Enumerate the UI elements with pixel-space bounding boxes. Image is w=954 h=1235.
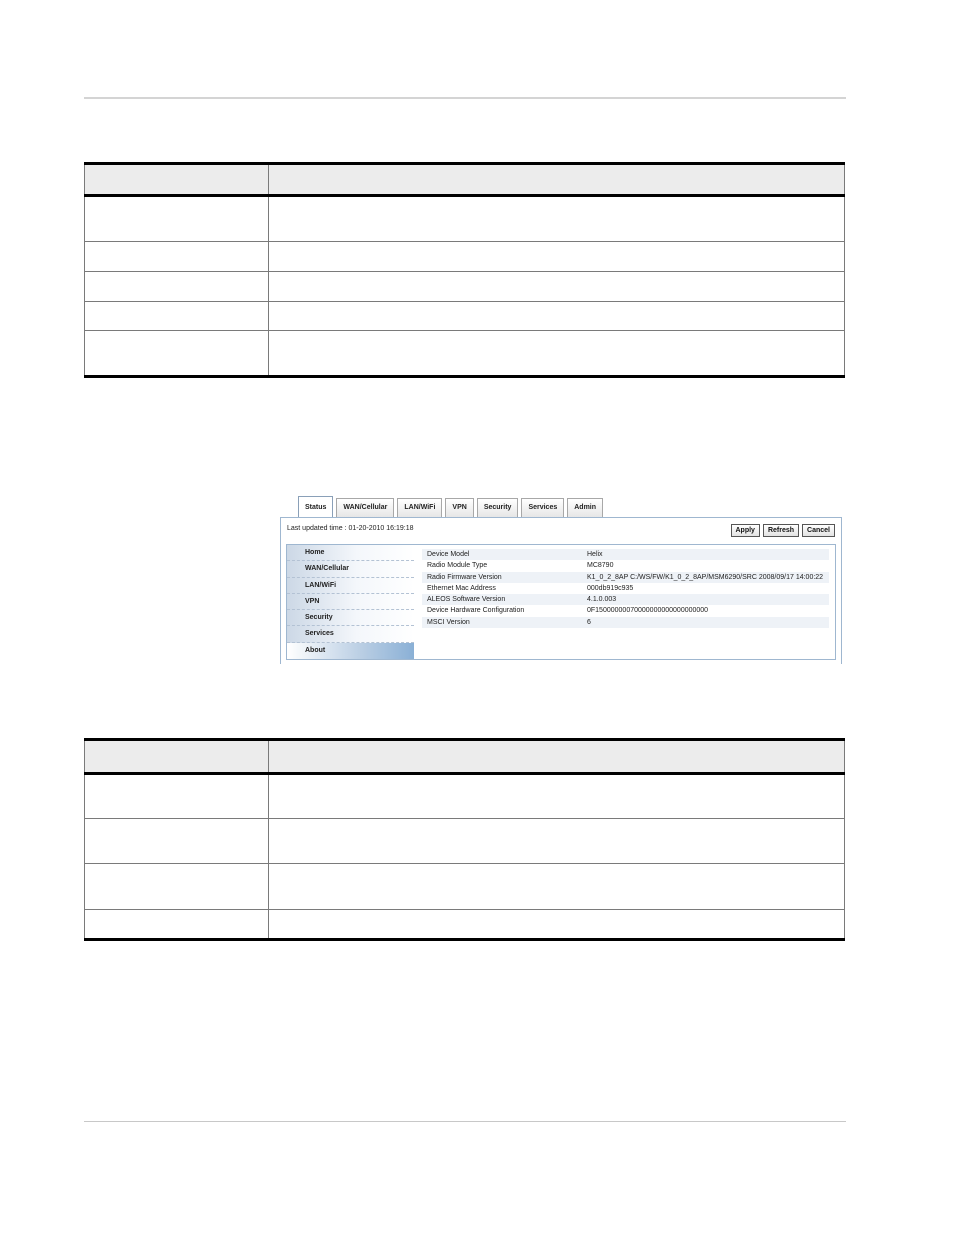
info-value: 6 <box>587 618 591 626</box>
info-value: K1_0_2_8AP C:/WS/FW/K1_0_2_8AP/MSM6290/SRC 2008/09/17 14:00:22 <box>587 573 824 581</box>
cancel-button[interactable]: Cancel <box>802 524 835 537</box>
last-updated-text: Last updated time : 01-20-2010 16:19:18 <box>287 525 414 532</box>
info-row <box>422 617 829 628</box>
table-row <box>85 774 845 819</box>
tab-vpn[interactable]: VPN <box>445 498 473 517</box>
refresh-button[interactable]: Refresh <box>763 524 799 537</box>
tab-status[interactable]: Status <box>298 496 333 517</box>
info-value: 0F15000000070000000000000000000 <box>587 607 709 615</box>
info-value: 4.1.0.003 <box>587 596 617 604</box>
info-value: Helix <box>587 551 603 558</box>
table-row <box>85 272 845 302</box>
side-menu-services[interactable]: Services <box>287 626 414 642</box>
side-menu-home[interactable]: Home <box>287 545 414 561</box>
table-row <box>85 819 845 864</box>
apply-button[interactable]: Apply <box>731 524 760 537</box>
table-row <box>85 910 845 940</box>
info-label: ALEOS Software Version <box>427 596 506 604</box>
side-menu-about[interactable]: About <box>287 643 414 659</box>
info-row <box>422 594 829 605</box>
table-header-cell <box>269 740 845 774</box>
side-menu <box>287 545 414 659</box>
header-rule <box>84 97 846 99</box>
table-header-cell <box>85 164 269 196</box>
side-menu-lan-wifi[interactable]: LAN/WiFi <box>287 578 414 594</box>
table-header-cell <box>85 740 269 774</box>
side-menu-security[interactable]: Security <box>287 610 414 626</box>
side-menu-wan-cellular[interactable]: WAN/Cellular <box>287 561 414 577</box>
info-value: 000db919c935 <box>587 584 634 592</box>
table-row <box>85 242 845 272</box>
table-header-row <box>85 164 845 196</box>
footer-rule <box>84 1121 846 1122</box>
table-row <box>85 302 845 331</box>
info-row <box>422 549 829 560</box>
status-content <box>286 544 836 660</box>
table-row <box>85 196 845 242</box>
info-label: Radio Firmware Version <box>427 573 502 581</box>
aceview-status-screenshot <box>280 496 844 664</box>
info-label: Radio Module Type <box>427 562 488 570</box>
status-panel <box>280 517 842 664</box>
info-row <box>422 605 829 616</box>
tab-wan-cellular[interactable]: WAN/Cellular <box>336 498 394 517</box>
info-row <box>422 583 829 594</box>
info-label: MSCI Version <box>427 618 470 626</box>
tab-services[interactable]: Services <box>521 498 564 517</box>
field-table-2 <box>84 738 845 941</box>
table-row <box>85 864 845 910</box>
top-tab-bar <box>298 498 606 517</box>
info-row <box>422 572 829 583</box>
info-label: Device Hardware Configuration <box>427 607 525 615</box>
info-label: Ethernet Mac Address <box>427 584 496 592</box>
info-value: MC8790 <box>587 562 614 570</box>
tab-admin[interactable]: Admin <box>567 498 603 517</box>
tab-lan-wifi[interactable]: LAN/WiFi <box>397 498 442 517</box>
info-row <box>422 560 829 571</box>
action-buttons <box>731 524 836 537</box>
table-row <box>85 331 845 377</box>
about-info-list <box>422 549 829 628</box>
tab-security[interactable]: Security <box>477 498 519 517</box>
field-table-1 <box>84 162 845 378</box>
info-label: Device Model <box>427 551 470 558</box>
table-header-cell <box>269 164 845 196</box>
side-menu-vpn[interactable]: VPN <box>287 594 414 610</box>
table-header-row <box>85 740 845 774</box>
